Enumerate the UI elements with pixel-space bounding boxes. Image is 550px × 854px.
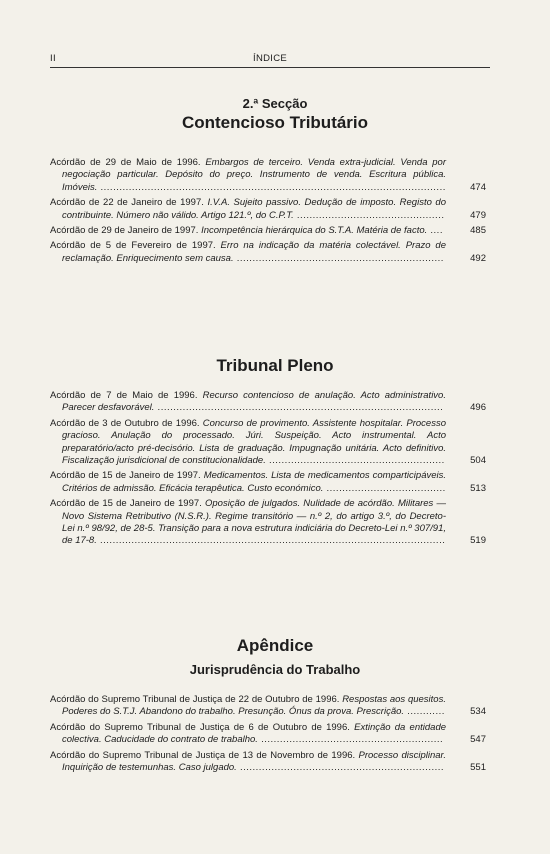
entry-page-number: 504 (470, 455, 486, 467)
leader-dots: ........................................................................................... (154, 402, 444, 414)
index-entry (50, 225, 490, 237)
leader-dots: .... (427, 225, 443, 237)
entry-page-number: 492 (470, 252, 486, 264)
section-heading-apendice (0, 634, 550, 677)
entry-keywords: Embargos de terceiro. Venda extra-judicial. Venda por negociação particular. Depósito do preço. Instrumento de venda. Escritura pública. Imóveis. (62, 157, 446, 193)
index-entry (50, 470, 490, 495)
entry-decision-date: Acórdão de 15 de Janeiro de 1997. (50, 470, 204, 482)
section-heading-tribunal-pleno (0, 354, 550, 376)
entry-text (50, 197, 490, 222)
section-title: Contencioso Tributário (181, 113, 369, 132)
section-heading-contencioso (0, 96, 550, 133)
entry-text (50, 722, 490, 747)
entry-keywords: Medicamentos. Lista de medicamentos comparticipáveis. Critérios de admissão. Eficácia terapêutica. Custo económico. (62, 470, 447, 494)
leader-dots: ...................................... (323, 482, 446, 494)
entry-keywords: Concurso de provimento. Assistente hospitalar. Processo gracioso. Anulação do processado. Júri. Suspeição. Acto instrumental. Acto preparatório/acto pré-decisório. Lista de graduação. Impugnação unitária. Acto definitivo. Fiscalização jurisdicional de constitucionalidade. (62, 417, 446, 467)
leader-dots: .......................................................... (257, 734, 444, 746)
leader-dots: .............................................................................................................. (96, 535, 446, 547)
section-number: 2.ª Secção (242, 96, 308, 111)
entry-text (50, 750, 490, 775)
leader-dots: .................................................................. (233, 252, 444, 264)
entry-decision-date: Acórdão de 5 de Fevereiro de 1997. (50, 240, 221, 252)
entry-keywords: Extinção da entidade colectiva. Caducidade do contrato de trabalho. (62, 721, 447, 746)
entry-keywords: Oposição de julgados. Nulidade de acórdão. Militares — Novo Sistema Retributivo (N.S.R.). Regime transitório — n.º 2, do artigo 3.º, do Decreto-Lei n.º 98/92, de 28-5. Transição para a nova estrutura indiciária do Decreto-Lei n.º 307/91, de 17-8. (62, 498, 447, 547)
entry-keywords: Erro na indicação da matéria colectável. Prazo de reclamação. Enriquecimento sem causa. (62, 240, 446, 264)
entry-text (50, 157, 490, 194)
entry-text (50, 470, 490, 495)
entry-keywords: Incompetência hierárquica do S.T.A. Matéria de facto. (201, 225, 428, 237)
section-subtitle: Jurisprudência do Trabalho (189, 662, 361, 677)
entry-page-number: 547 (470, 734, 486, 746)
entry-page-number: 534 (470, 706, 486, 718)
index-entry (50, 390, 490, 415)
leader-dots: ............................................... (293, 209, 445, 221)
entries-list (50, 157, 490, 268)
entry-decision-date: Acórdão do Supremo Tribunal de Justiça de 22 de Outubro de 1996. (50, 694, 343, 705)
running-title: ÍNDICE (253, 53, 287, 64)
index-entry (50, 498, 490, 548)
entry-text (50, 240, 490, 265)
entry-decision-date: Acórdão de 7 de Maio de 1996. (50, 390, 203, 401)
entry-page-number: 513 (470, 482, 486, 494)
entry-decision-date: Acórdão de 15 de Janeiro de 1997. (50, 498, 205, 510)
entry-decision-date: Acórdão de 29 de Janeiro de 1997. (50, 225, 202, 237)
index-entry (50, 694, 490, 719)
index-entry (50, 750, 490, 775)
entry-keywords: Processo disciplinar. Inquirição de testemunhas. Caso julgado. (62, 749, 446, 774)
entry-page-number: 519 (470, 535, 486, 547)
entry-page-number: 551 (470, 762, 486, 774)
entry-page-number: 496 (470, 402, 486, 414)
entries-list (50, 390, 490, 551)
entry-decision-date: Acórdão do Supremo Tribunal de Justiça de 13 de Novembro de 1996. (50, 749, 359, 761)
entry-page-number: 474 (470, 181, 486, 193)
entry-page-number: 479 (470, 209, 486, 221)
leader-dots: ........................................................ (265, 455, 445, 467)
page-number: II (50, 53, 56, 64)
entry-keywords: I.V.A. Sujeito passivo. Dedução de imposto. Registo do contribuinte. Número não válido. Artigo 121.º, do C.P.T. (62, 197, 446, 221)
leader-dots: ............ (404, 706, 445, 718)
entry-decision-date: Acórdão de 29 de Maio de 1996. (50, 157, 206, 168)
entry-decision-date: Acórdão do Supremo Tribunal de Justiça de 6 de Outubro de 1996. (50, 721, 355, 733)
entry-page-number: 485 (470, 225, 486, 237)
entries-list (50, 694, 490, 777)
index-entry (50, 240, 490, 265)
entry-decision-date: Acórdão de 22 de Janeiro de 1997. (50, 197, 208, 209)
section-title: Apêndice (236, 636, 314, 655)
running-header (50, 53, 490, 68)
entry-text (50, 390, 490, 415)
leader-dots: .............................................................................................................. (97, 181, 446, 193)
entry-keywords: Recurso contencioso de anulação. Acto administrativo. Parecer desfavorável. (62, 390, 446, 414)
entry-text (50, 694, 490, 719)
index-entry (50, 157, 490, 194)
entry-keywords: Respostas aos quesitos. Poderes do S.T.J. Abandono do trabalho. Presunção. Ónus da prova. Prescrição. (62, 694, 446, 718)
section-title: Tribunal Pleno (216, 356, 334, 375)
entry-text (50, 498, 490, 548)
index-entry (50, 418, 490, 468)
leader-dots: ................................................................. (236, 762, 445, 774)
index-entry (50, 197, 490, 222)
entry-text (50, 225, 490, 237)
entry-decision-date: Acórdão de 3 de Outubro de 1996. (50, 417, 203, 429)
index-entry (50, 722, 490, 747)
entry-text (50, 418, 490, 468)
